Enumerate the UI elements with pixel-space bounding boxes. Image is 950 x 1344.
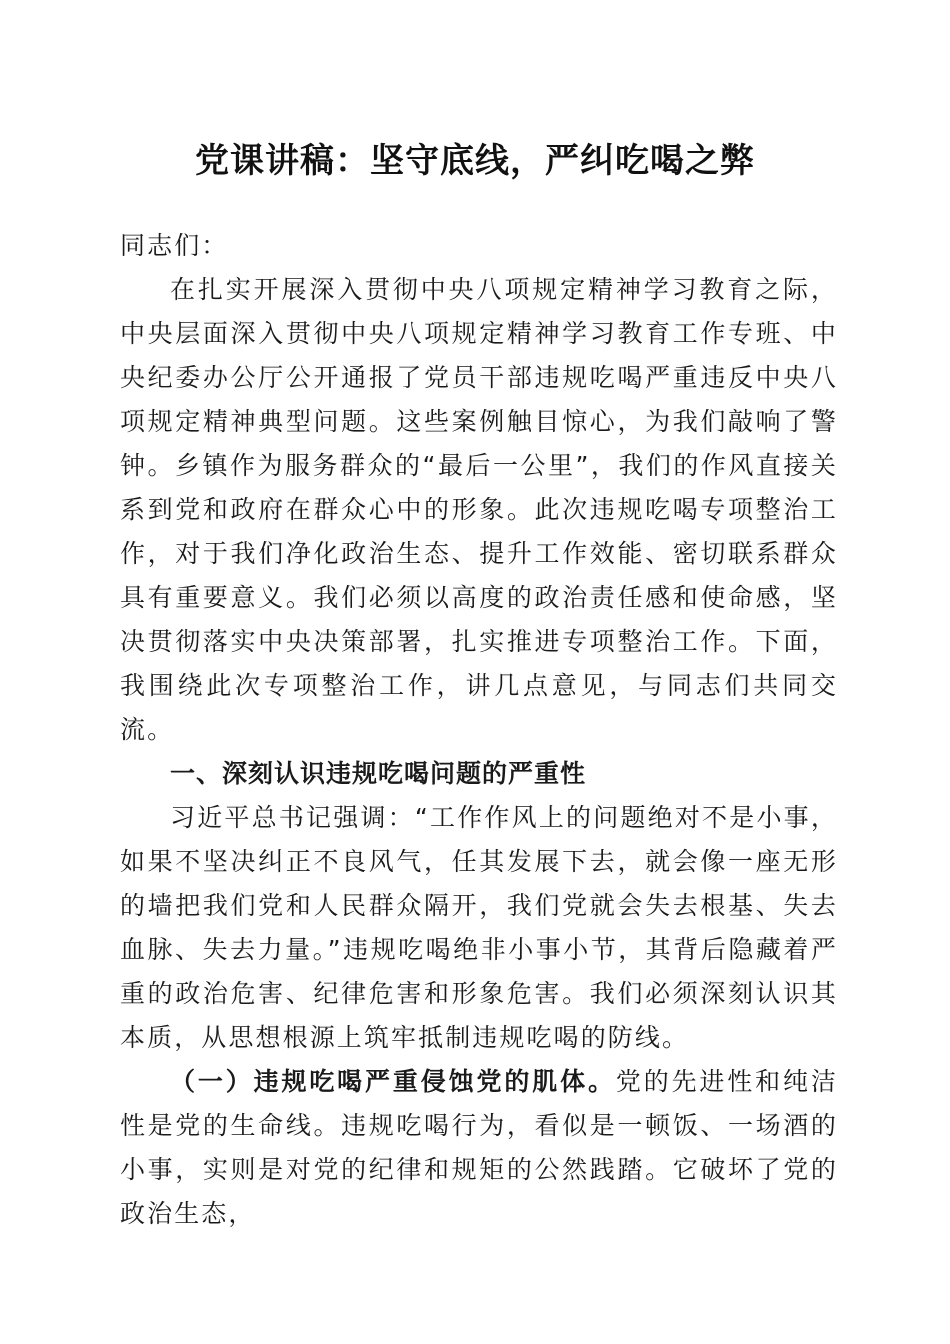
subsection-paragraph <box>120 1060 838 1236</box>
document-title: 党课讲稿：坚守底线，严纠吃喝之弊 <box>195 141 755 181</box>
section-paragraph: 习近平总书记强调：“工作作风上的问题绝对不是小事，如果不坚决纠正不良风气，任其发展下去，就会像一座无形的墙把我们党和人民群众隔开，我们党就会失去根基、失去血脉、失去力量。”违规吃喝绝非小事小节，其背后隐藏着严重的政治危害、纪律危害和形象危害。我们必须深刻认识其本质，从思想根源上筑牢抵制违规吃喝的防线。 <box>120 803 838 1052</box>
intro-paragraph: 在扎实开展深入贯彻中央八项规定精神学习教育之际，中央层面深入贯彻中央八项规定精神学习教育工作专班、中央纪委办公厅公开通报了党员干部违规吃喝严重违反中央八项规定精神典型问题。这些案例触目惊心，为我们敲响了警钟。乡镇作为服务群众的“最后一公里”，我们的作风直接关系到党和政府在群众心中的形象。此次违规吃喝专项整治工作，对于我们净化政治生态、提升工作效能、密切联系群众具有重要意义。我们必须以高度的政治责任感和使命感，坚决贯彻落实中央决策部署，扎实推进专项整治工作。下面，我围绕此次专项整治工作，讲几点意见，与同志们共同交流。 <box>120 275 838 744</box>
document-body <box>120 224 838 1236</box>
salutation: 同志们： <box>120 231 229 260</box>
subsection-text: 党的先进性和纯洁性是党的生命线。违规吃喝行为，看似是一顿饭、一场酒的小事，实则是对党的纪律和规矩的公然践踏。它破坏了党的政治生态， <box>120 1067 838 1228</box>
section-heading: 一、深刻认识违规吃喝问题的严重性 <box>170 759 587 788</box>
subsection-lead: （一）违规吃喝严重侵蚀党的肌体。 <box>170 1067 616 1096</box>
